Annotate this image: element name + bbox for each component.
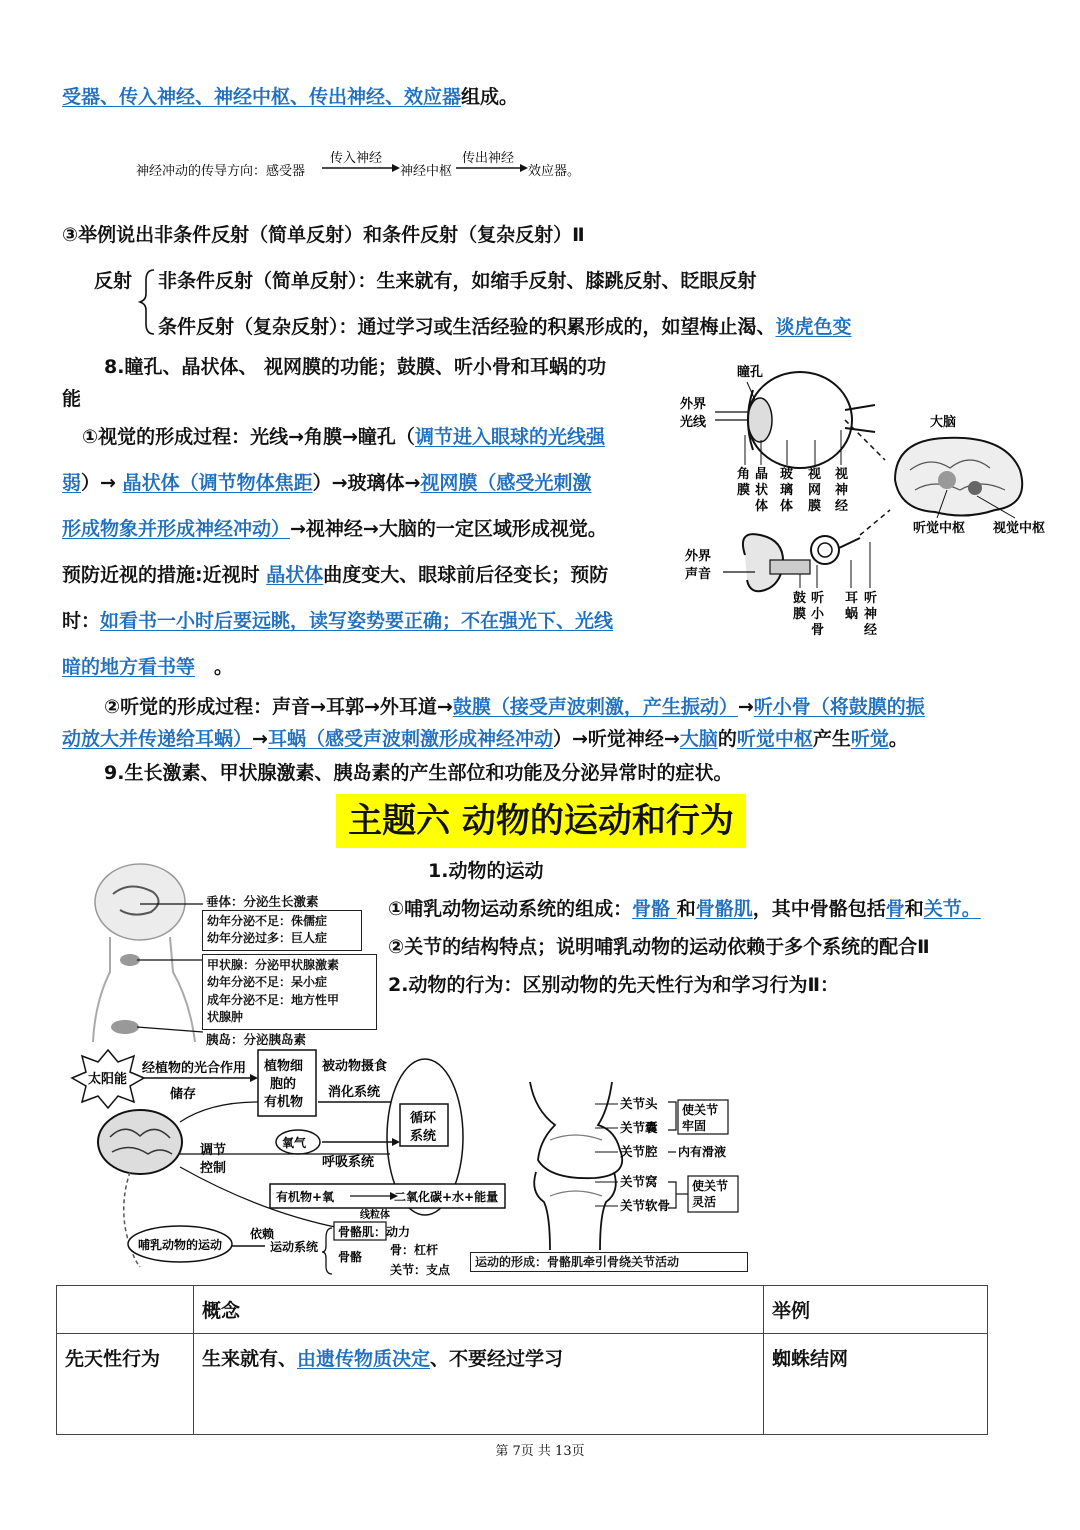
- svg-text:听: 听: [811, 591, 825, 606]
- svg-text:视: 视: [808, 467, 822, 482]
- vision-center-label: 视觉中枢: [993, 521, 1046, 536]
- table-row: [57, 1334, 988, 1435]
- svg-text:小: 小: [811, 607, 825, 622]
- hearing-center-label: 听觉中枢: [913, 521, 966, 536]
- nerve-pathway-diagram: [130, 148, 600, 188]
- svg-text:有机物+氧: 有机物+氧: [276, 1190, 335, 1204]
- svg-text:听: 听: [864, 591, 878, 606]
- section-8-line1: 8.瞳孔、晶状体、 视网膜的功能；鼓膜、听小骨和耳蜗的功: [104, 356, 607, 378]
- svg-text:视: 视: [835, 467, 849, 482]
- table-header-cell: [57, 1286, 194, 1334]
- pathway-afferent: 传入神经: [330, 151, 383, 166]
- table-cell-name: 先天性行为: [57, 1334, 194, 1435]
- svg-text:储存: 储存: [170, 1087, 197, 1102]
- conditioned-reflex: 条件反射（复杂反射）：通过学习或生活经验的积累形成的，如望梅止渴、谈虎色变: [158, 316, 852, 338]
- reflex-brace: [138, 266, 158, 338]
- pathway-center: 神经中枢: [400, 164, 453, 179]
- line-1: 受器、传入神经、神经中枢、传出神经、效应器组成。: [62, 86, 519, 108]
- svg-text:系统: 系统: [410, 1129, 437, 1144]
- pituitary-box: 幼年分泌不足：侏儒症 幼年分泌过多：巨人症: [202, 910, 362, 951]
- svg-text:关节：支点: 关节：支点: [390, 1263, 451, 1277]
- svg-text:声音: 声音: [685, 567, 712, 582]
- theme-title: 主题六 动物的运动和行为: [348, 801, 734, 841]
- section-8-line2: 能: [62, 388, 82, 410]
- svg-text:体: 体: [780, 499, 794, 514]
- thyroid-box: 甲状腺：分泌甲状腺激素 幼年分泌不足：呆小症 成年分泌不足：地方性甲 状腺肿: [202, 954, 377, 1030]
- svg-text:内有滑液: 内有滑液: [678, 1145, 727, 1159]
- section-9: 9.生长激素、甲状腺激素、胰岛素的产生部位和功能及分泌异常时的症状。: [104, 762, 733, 784]
- brain-icon: [895, 438, 1022, 516]
- svg-text:二氧化碳+水+能量: 二氧化碳+水+能量: [394, 1190, 499, 1204]
- pathway-arrowhead-2: [520, 164, 528, 172]
- lens-icon: [748, 398, 772, 442]
- islet-label: 胰岛：分泌胰岛素: [206, 1032, 307, 1047]
- pancreas-icon: [111, 1020, 139, 1034]
- svg-text:经植物的光合作用: 经植物的光合作用: [142, 1061, 247, 1076]
- table-cell-concept: 生来就有、由遗传物质决定、不要经过学习: [194, 1334, 764, 1435]
- svg-text:太阳能: 太阳能: [88, 1072, 128, 1087]
- knee-joint-diagram: [510, 1080, 750, 1252]
- cochlea-icon: [811, 536, 839, 564]
- head-icon: [95, 864, 185, 940]
- svg-text:晶: 晶: [755, 467, 769, 482]
- svg-text:膜: 膜: [737, 483, 751, 498]
- movement-p1: ①哺乳动物运动系统的组成：骨骼 和骨骼肌，其中骨骼包括骨和关节。: [388, 898, 981, 920]
- svg-text:光线: 光线: [680, 415, 707, 430]
- svg-text:使关节: 使关节: [692, 1179, 729, 1193]
- myopia-line-2: 时：如看书一小时后要远眺，读写姿势要正确；不在强光下、光线: [62, 610, 614, 632]
- svg-text:网: 网: [808, 483, 822, 498]
- q3-heading: ③举例说出非条件反射（简单反射）和条件反射（复杂反射）Ⅱ: [62, 224, 585, 246]
- page-footer: 第 7页 共 13页: [495, 1444, 585, 1459]
- table-header-cell: 举例: [764, 1286, 988, 1334]
- vision-line-2: 弱）→ 晶状体（调节物体焦距）→玻璃体→视网膜（感受光刺激: [62, 472, 592, 494]
- table-cell-example: 蜘蛛结网: [764, 1334, 988, 1435]
- reflex-label: 反射: [94, 270, 133, 292]
- svg-text:被动物摄食: 被动物摄食: [322, 1059, 388, 1074]
- svg-text:关节窝: 关节窝: [620, 1174, 658, 1189]
- svg-text:外界: 外界: [685, 549, 712, 564]
- svg-text:玻: 玻: [780, 467, 794, 482]
- pituitary-label: 垂体：分泌生长激素: [206, 894, 319, 909]
- svg-text:氧气: 氧气: [282, 1136, 307, 1150]
- behavior-table: [56, 1285, 988, 1435]
- svg-text:蜗: 蜗: [845, 607, 859, 622]
- movement-heading: 1.动物的运动: [428, 860, 544, 882]
- femur-icon: [530, 1082, 622, 1178]
- svg-text:膜: 膜: [808, 499, 822, 514]
- svg-text:骨：杠杆: 骨：杠杆: [390, 1243, 439, 1257]
- svg-text:神: 神: [864, 607, 878, 622]
- behavior-heading: 2.动物的行为：区别动物的先天性行为和学习行为Ⅱ：: [388, 974, 839, 996]
- unconditioned-reflex: 非条件反射（简单反射）：生来就有，如缩手反射、膝跳反射、眨眼反射: [158, 270, 757, 292]
- vision-line-3: 形成物象并形成神经冲动）→视神经→大脑的一定区域形成视觉。: [62, 518, 607, 540]
- svg-text:循环: 循环: [410, 1111, 437, 1126]
- brain-icon: [98, 1110, 182, 1174]
- svg-text:调节: 调节: [200, 1143, 227, 1158]
- eye-ear-diagram: [675, 360, 1070, 650]
- svg-text:植物细: 植物细: [264, 1059, 304, 1074]
- svg-text:线粒体: 线粒体: [360, 1210, 390, 1221]
- system-diagram: [60, 1042, 520, 1282]
- svg-text:耳: 耳: [845, 591, 859, 606]
- svg-text:哺乳动物的运动: 哺乳动物的运动: [138, 1238, 223, 1252]
- svg-text:灵活: 灵活: [692, 1195, 717, 1209]
- myopia-line-3: 暗的地方看书等 。: [62, 656, 234, 678]
- svg-text:使关节: 使关节: [682, 1103, 719, 1117]
- table-header-row: [57, 1286, 988, 1334]
- hearing-line-2: 动放大并传递给耳蜗）→耳蜗（感受声波刺激形成神经冲动）→听觉神经→大脑的听觉中枢产生听觉。: [62, 728, 908, 750]
- svg-text:璃: 璃: [780, 483, 794, 498]
- hearing-line-1: ②听觉的形成过程：声音→耳郭→外耳道→鼓膜（接受声波刺激，产生振动）→听小骨（将鼓膜的振: [104, 696, 925, 718]
- svg-text:关节头: 关节头: [620, 1096, 658, 1111]
- pathway-effector: 效应器。: [528, 164, 581, 179]
- svg-text:依赖: 依赖: [250, 1227, 275, 1241]
- svg-text:经: 经: [835, 499, 849, 514]
- svg-text:运动系统: 运动系统: [270, 1240, 319, 1254]
- svg-text:关节软骨: 关节软骨: [620, 1198, 671, 1213]
- movement-formation: 运动的形成：骨骼肌牵引骨绕关节活动: [470, 1252, 748, 1272]
- svg-text:角: 角: [737, 467, 751, 482]
- svg-text:控制: 控制: [200, 1161, 227, 1176]
- svg-text:有机物: 有机物: [264, 1095, 304, 1110]
- svg-text:胞的: 胞的: [270, 1077, 297, 1092]
- svg-text:牢固: 牢固: [682, 1119, 707, 1133]
- svg-text:消化系统: 消化系统: [328, 1085, 381, 1100]
- svg-text:外界: 外界: [680, 397, 707, 412]
- pupil-label: 瞳孔: [737, 365, 764, 380]
- movement-p2: ②关节的结构特点；说明哺乳动物的运动依赖于多个系统的配合Ⅱ: [388, 936, 930, 958]
- pathway-efferent: 传出神经: [462, 151, 515, 166]
- svg-text:骨: 骨: [811, 623, 825, 638]
- svg-text:状: 状: [755, 483, 769, 498]
- vision-line-1: ①视觉的形成过程：光线→角膜→瞳孔（调节进入眼球的光线强: [82, 426, 605, 448]
- pathway-label: 神经冲动的传导方向：感受器: [136, 164, 306, 179]
- myopia-line-1: 预防近视的措施:近视时 晶状体曲度变大、眼球前后径变长；预防: [62, 564, 609, 586]
- svg-text:经: 经: [864, 623, 878, 638]
- svg-text:关节腔: 关节腔: [620, 1144, 658, 1159]
- theme-title-highlight: [336, 794, 746, 848]
- svg-text:关节囊: 关节囊: [620, 1120, 658, 1135]
- svg-text:骨骼: 骨骼: [338, 1250, 363, 1264]
- brain-label: 大脑: [930, 415, 957, 430]
- svg-text:骨骼肌：动力: 骨骼肌：动力: [338, 1225, 411, 1239]
- tibia-icon: [534, 1172, 616, 1250]
- svg-text:膜: 膜: [793, 607, 807, 622]
- table-header-cell: 概念: [194, 1286, 764, 1334]
- svg-text:体: 体: [755, 499, 769, 514]
- svg-text:鼓: 鼓: [793, 591, 807, 606]
- svg-text:呼吸系统: 呼吸系统: [322, 1155, 375, 1170]
- pathway-arrowhead-1: [392, 164, 400, 172]
- svg-text:神: 神: [835, 483, 849, 498]
